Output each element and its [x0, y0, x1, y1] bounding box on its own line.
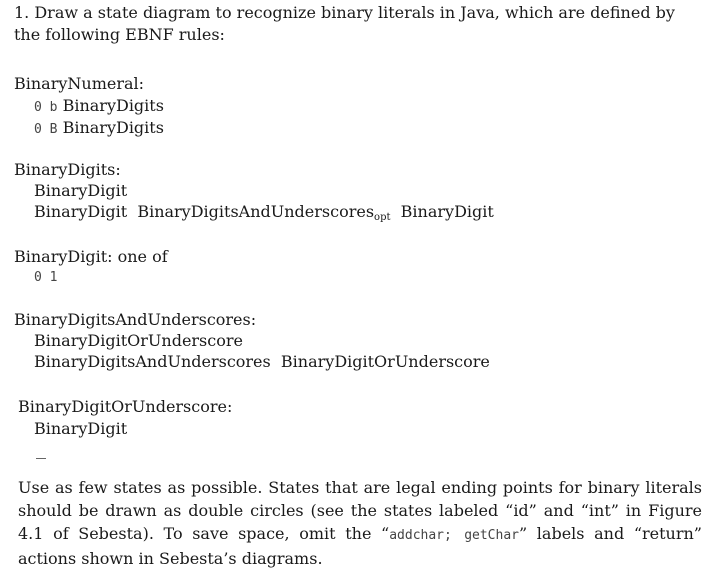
- rule-binary-digits-alt2: [34, 202, 494, 228]
- code-literal: 0 B: [34, 122, 58, 137]
- rule-digit-or-underscore-alt1: BinaryDigit: [34, 419, 128, 438]
- rule-digit-or-underscore-name: BinaryDigitOrUnderscore:: [18, 397, 233, 416]
- instructions-text-1: Use as few states as possible. States that are legal ending points for binary literals should be drawn as double circles (see the states labeled “id” and “int” in Figure 4.1 of Sebesta). To save space, omit the “: [18, 478, 702, 543]
- rule-ref: BinaryDigit: [34, 202, 128, 221]
- code-literal: 0 b: [34, 100, 58, 115]
- rule-digits-and-underscores-alt1: BinaryDigitOrUnderscore: [34, 331, 243, 350]
- rule-ref: BinaryDigits: [62, 96, 164, 115]
- rule-ref: BinaryDigit: [400, 202, 494, 221]
- rule-digits-and-underscores-name: BinaryDigitsAndUnderscores:: [14, 310, 257, 329]
- instructions-paragraph: [18, 476, 702, 570]
- problem-intro: 1. Draw a state diagram to recognize binary literals in Java, which are defined by the following EBNF rules:: [14, 3, 675, 44]
- instructions-text-2: ” labels and “return” actions shown in Sebesta’s diagrams.: [18, 524, 702, 568]
- rule-binary-digit-name: BinaryDigit: one of: [14, 247, 168, 266]
- rule-binary-digits-alt1: BinaryDigit: [34, 181, 128, 200]
- rule-digits-and-underscores-alt2: BinaryDigitsAndUnderscores BinaryDigitOrUnderscore: [34, 352, 490, 371]
- rule-binary-digits-name: BinaryDigits:: [14, 160, 121, 179]
- underscore-mark: [36, 458, 46, 459]
- rule-ref: BinaryDigits: [62, 118, 164, 137]
- opt-subscript: opt: [374, 212, 391, 223]
- rule-binary-numeral-name: BinaryNumeral:: [14, 74, 145, 93]
- rule-binary-numeral-alt2: [34, 118, 164, 140]
- rule-binary-numeral-alt1: [34, 96, 164, 118]
- code-inline: addchar; getChar: [389, 528, 519, 543]
- rule-binary-digit-values: 0 1: [34, 270, 58, 285]
- rule-ref: BinaryDigitsAndUnderscores: [137, 202, 375, 221]
